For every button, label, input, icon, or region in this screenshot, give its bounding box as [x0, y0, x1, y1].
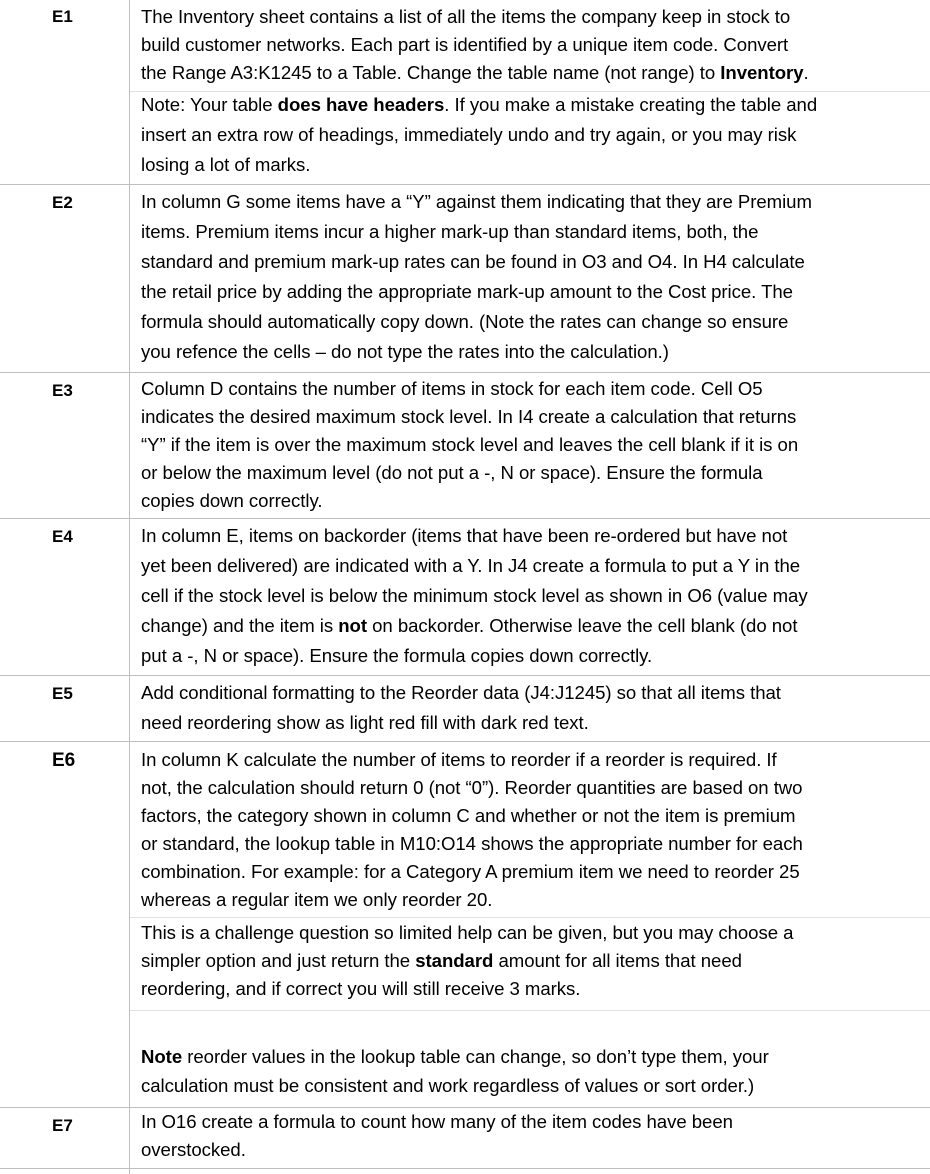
row-divider — [0, 184, 930, 185]
paragraph-divider — [130, 917, 930, 918]
text-bold: Inventory — [720, 62, 804, 83]
task-code: E1 — [52, 7, 73, 26]
text-line: indicates the desired maximum stock level. In I4 create a calculation that returns — [141, 406, 797, 427]
text-run: on backorder. Otherwise leave the cell blank (do not — [367, 615, 798, 636]
text-line — [141, 59, 921, 87]
text-line: “Y” if the item is over the maximum stock level and leaves the cell blank if it is on — [141, 434, 799, 455]
text-line: standard and premium mark-up rates can be found in O3 and O4. In H4 calculate — [141, 251, 805, 272]
task-code: E7 — [52, 1116, 73, 1135]
text-line: build customer networks. Each part is identified by a unique item code. Convert — [141, 34, 789, 55]
text-line: formula should automatically copy down. (Note the rates can change so ensure — [141, 311, 789, 332]
task-code: E4 — [52, 527, 73, 546]
text-line: yet been delivered) are indicated with a Y. In J4 create a formula to put a Y in the — [141, 555, 801, 576]
row-divider — [0, 675, 930, 676]
text-line: The Inventory sheet contains a list of all the items the company keep in stock to — [141, 6, 791, 27]
text-line: cell if the stock level is below the minimum stock level as shown in O6 (value may — [141, 585, 808, 606]
text-line: or below the maximum level (do not put a -, N or space). Ensure the formula — [141, 462, 763, 483]
task-code: E3 — [52, 381, 73, 400]
text-line: overstocked. — [141, 1139, 246, 1160]
text-run: . If you make a mistake creating the table and — [444, 94, 818, 115]
text-line: insert an extra row of headings, immediately undo and try again, or you may risk — [141, 124, 797, 145]
task-text — [141, 3, 921, 87]
text-line: or standard, the lookup table in M10:O14 shows the appropriate number for each — [141, 833, 803, 854]
task-text — [141, 521, 921, 671]
task-code: E5 — [52, 684, 73, 703]
task-text — [141, 375, 921, 515]
text-line — [141, 947, 921, 975]
text-line: In column G some items have a “Y” against them indicating that they are Premium — [141, 191, 812, 212]
text-line: the retail price by adding the appropriate mark-up amount to the Cost price. The — [141, 281, 793, 302]
text-line — [141, 611, 921, 641]
text-line: calculation must be consistent and work regardless of values or sort order.) — [141, 1075, 755, 1096]
task-code: E2 — [52, 193, 73, 212]
text-line: In column K calculate the number of items to reorder if a reorder is required. If — [141, 749, 777, 770]
task-text — [141, 746, 921, 914]
text-run: reorder values in the lookup table can change, so don’t type them, your — [182, 1046, 769, 1067]
task-text — [141, 1042, 921, 1100]
text-line: put a -, N or space). Ensure the formula copies down correctly. — [141, 645, 653, 666]
text-line — [141, 90, 921, 120]
text-line: need reordering show as light red fill with dark red text. — [141, 712, 589, 733]
text-run: amount for all items that need — [493, 950, 742, 971]
row-divider — [0, 518, 930, 519]
column-divider — [129, 0, 130, 1174]
text-run: . — [803, 62, 809, 83]
row-divider — [0, 1168, 930, 1169]
text-run: change) and the item is — [141, 615, 339, 636]
task-code: E6 — [52, 750, 76, 771]
text-bold: not — [338, 615, 368, 636]
text-line: In column E, items on backorder (items that have been re-ordered but have not — [141, 525, 788, 546]
row-divider — [0, 372, 930, 373]
text-run: the Range A3:K1245 to a Table. Change the table name (not range) to — [141, 62, 721, 83]
text-line: whereas a regular item we only reorder 20. — [141, 889, 493, 910]
text-line: factors, the category shown in column C and whether or not the item is premium — [141, 805, 796, 826]
text-line: In O16 create a formula to count how many of the item codes have been — [141, 1111, 733, 1132]
text-line: you refence the cells – do not type the rates into the calculation.) — [141, 341, 669, 362]
task-text — [141, 919, 921, 1003]
text-line — [141, 1042, 921, 1071]
task-text — [141, 187, 921, 367]
paragraph-divider — [130, 1010, 930, 1011]
task-text — [141, 1108, 921, 1164]
text-line: Add conditional formatting to the Reorder data (J4:J1245) so that all items that — [141, 682, 781, 703]
text-bold: standard — [415, 950, 494, 971]
text-line: items. Premium items incur a higher mark-up than standard items, both, the — [141, 221, 759, 242]
text-run: simpler option and just return the — [141, 950, 416, 971]
task-text — [141, 90, 921, 180]
text-line: not, the calculation should return 0 (not “0”). Reorder quantities are based on two — [141, 777, 803, 798]
text-line: copies down correctly. — [141, 490, 323, 511]
text-line: This is a challenge question so limited help can be given, but you may choose a — [141, 922, 794, 943]
text-bold: Note — [141, 1046, 183, 1067]
text-line: combination. For example: for a Category A premium item we need to reorder 25 — [141, 861, 800, 882]
row-divider — [0, 741, 930, 742]
task-text — [141, 678, 921, 738]
text-line: losing a lot of marks. — [141, 154, 311, 175]
text-line: Column D contains the number of items in stock for each item code. Cell O5 — [141, 378, 763, 399]
text-bold: does have headers — [277, 94, 445, 115]
text-run: Note: Your table — [141, 94, 278, 115]
text-line: reordering, and if correct you will still receive 3 marks. — [141, 978, 581, 999]
